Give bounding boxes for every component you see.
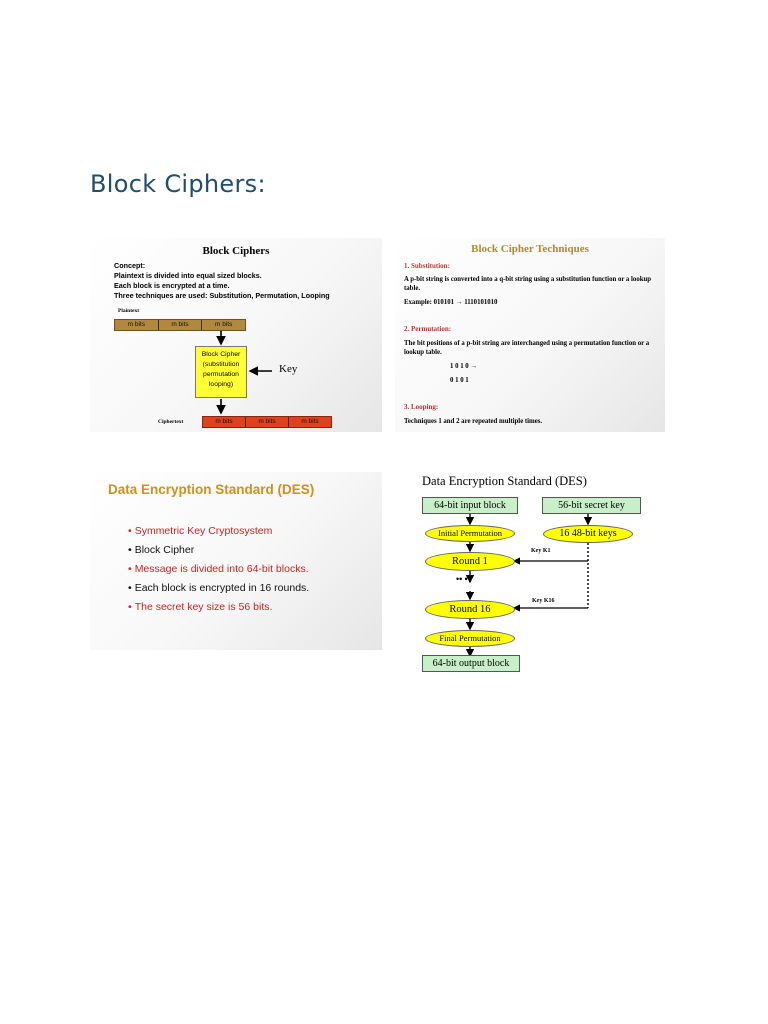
substitution-example: Example: 010101 → 1110101010 bbox=[404, 299, 498, 306]
round-ellipsis: •• • bbox=[456, 574, 468, 584]
substitution-heading: 1. Substitution: bbox=[404, 262, 450, 270]
permutation-row: 0 1 0 1 bbox=[450, 377, 469, 384]
block-cipher-box bbox=[195, 346, 247, 398]
concept-line: Concept: bbox=[114, 261, 146, 270]
slide-title: Data Encryption Standard (DES) bbox=[108, 482, 315, 497]
looping-heading: 3. Looping: bbox=[404, 403, 439, 411]
input-block-box: 64-bit input block bbox=[422, 497, 518, 514]
cipher-box-line: Block Cipher bbox=[201, 351, 241, 358]
bit-block: m bits bbox=[301, 418, 319, 425]
ciphertext-bar bbox=[202, 416, 332, 428]
bullet-item: • The secret key size is 56 bits. bbox=[128, 598, 309, 617]
permutation-text: The bit positions of a p-bit string are interchanged using a permutation function or a lookup table. bbox=[404, 340, 650, 356]
round-16-oval: Round 16 bbox=[425, 600, 515, 619]
bit-block: m bits bbox=[215, 321, 233, 328]
slide-title: Block Cipher Techniques bbox=[471, 243, 589, 255]
cipher-box-line: (substitution bbox=[202, 361, 240, 368]
slide-title: Data Encryption Standard (DES) bbox=[422, 474, 587, 488]
bit-block: m bits bbox=[203, 417, 246, 427]
bit-block: m bits bbox=[159, 320, 203, 330]
flow-arrows bbox=[90, 238, 382, 432]
bullet-item: • Symmetric Key Cryptosystem bbox=[128, 522, 309, 541]
key-k1-label: Key K1 bbox=[531, 548, 551, 554]
concept-line: Plaintext is divided into equal sized blocks. bbox=[114, 271, 262, 280]
keys-48-oval: 16 48-bit keys bbox=[543, 525, 633, 543]
bit-block: m bits bbox=[246, 417, 289, 427]
slide-block-ciphers bbox=[90, 238, 382, 432]
final-permutation-oval: Final Permutation bbox=[425, 630, 515, 647]
bullet-item: • Each block is encrypted in 16 rounds. bbox=[128, 579, 309, 598]
slide-des-overview bbox=[90, 472, 382, 650]
plaintext-label: Plaintext bbox=[118, 308, 140, 314]
bullet-item: • Message is divided into 64-bit blocks. bbox=[128, 560, 309, 579]
initial-permutation-oval: Initial Permutation bbox=[425, 525, 515, 542]
slide-des-diagram bbox=[404, 470, 652, 672]
secret-key-box: 56-bit secret key bbox=[542, 497, 641, 514]
cipher-box-line: permutation bbox=[203, 371, 239, 378]
concept-line: Three techniques are used: Substitution, Permutation, Looping bbox=[114, 291, 330, 300]
permutation-heading: 2. Permutation: bbox=[404, 325, 452, 333]
cipher-box-line: looping) bbox=[208, 381, 234, 388]
bullet-list bbox=[128, 522, 309, 617]
looping-text: Techniques 1 and 2 are repeated multiple times. bbox=[404, 418, 543, 425]
bullet-item: • Block Cipher bbox=[128, 541, 309, 560]
bit-block: m bits bbox=[115, 320, 159, 330]
permutation-row: 1 0 1 0 → bbox=[450, 363, 478, 370]
substitution-text: A p-bit string is converted into a q-bit string using a substitution function or a lookup table. bbox=[404, 276, 652, 292]
slide-title: Block Ciphers bbox=[202, 245, 270, 257]
key-label: Key bbox=[279, 363, 298, 375]
output-block-box: 64-bit output block bbox=[422, 655, 520, 672]
concept-line: Each block is encrypted at a time. bbox=[114, 281, 230, 290]
key-k16-label: Key K16 bbox=[532, 598, 555, 604]
page-heading: Block Ciphers: bbox=[90, 170, 266, 198]
slide-block-cipher-techniques bbox=[395, 238, 665, 432]
ciphertext-label: Ciphertext bbox=[158, 419, 184, 425]
round-1-oval: Round 1 bbox=[425, 552, 515, 571]
